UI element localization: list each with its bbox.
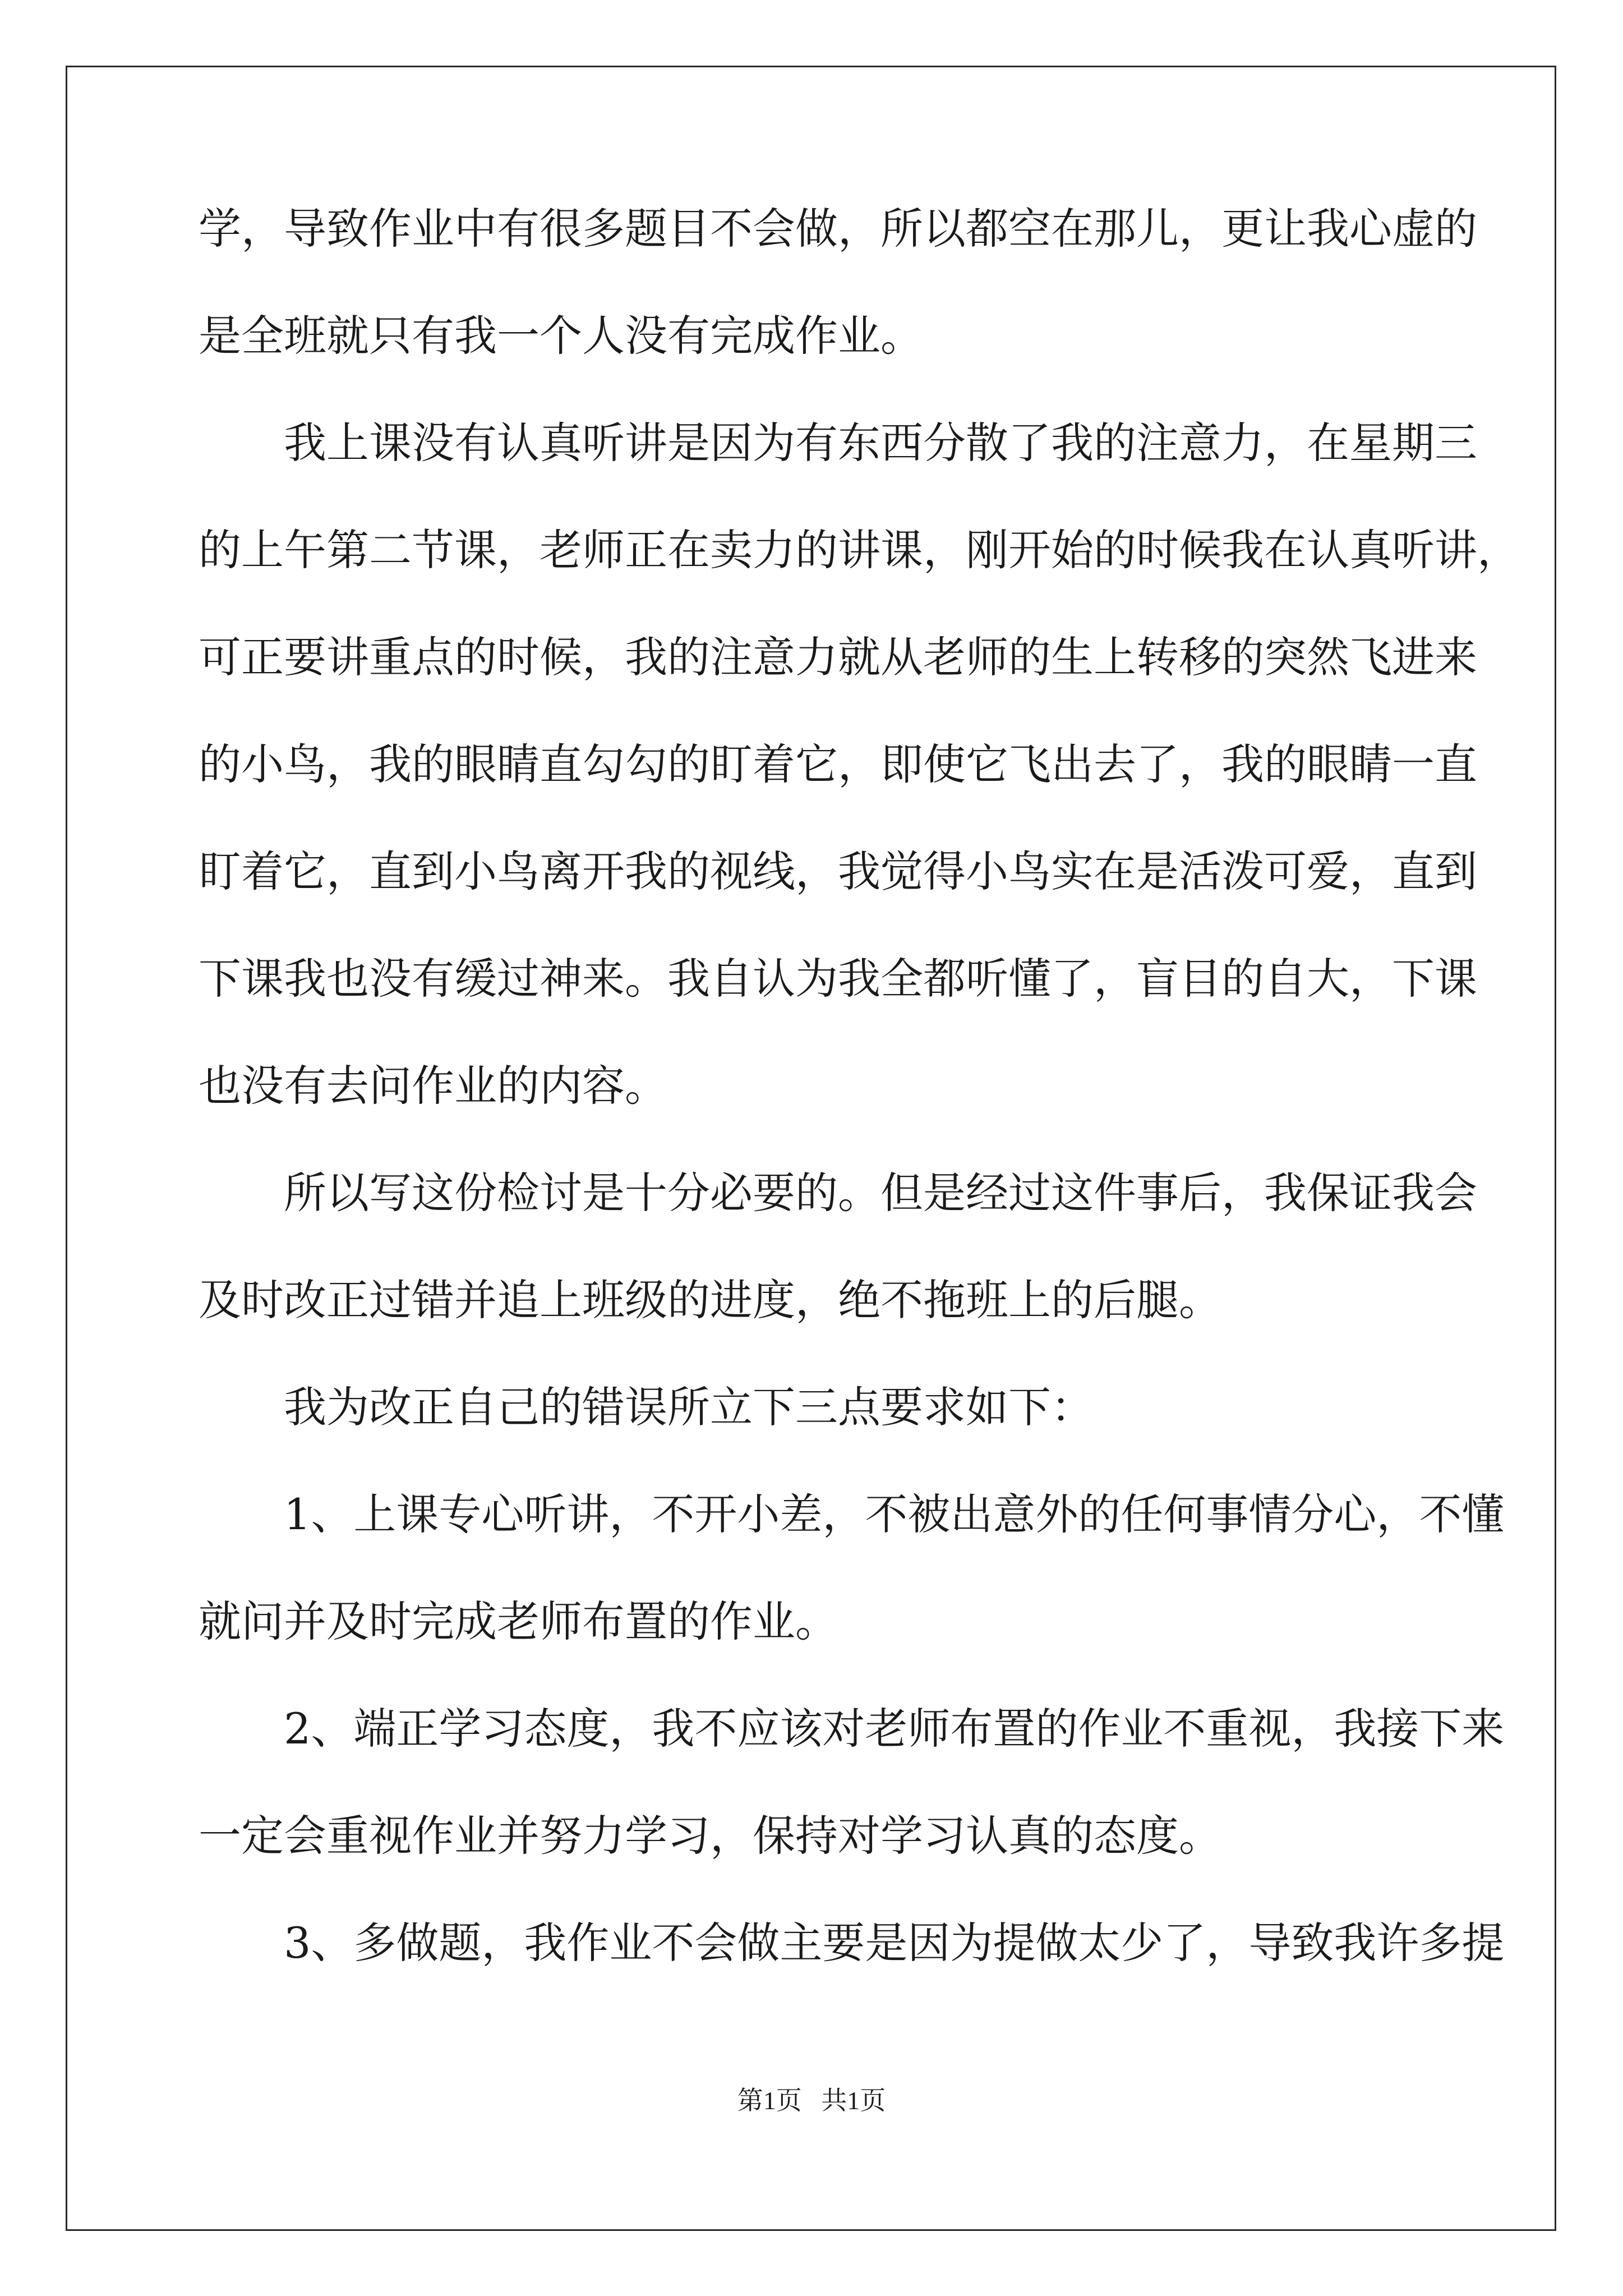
document-body [199, 204, 1520, 2029]
text-line: 3、多做题，我作业不会做主要是因为提做太少了，导致我许多提 [284, 1918, 1505, 1968]
text-line: 盯着它，直到小鸟离开我的视线，我觉得小鸟实在是活泼可爱，直到 [199, 846, 1477, 896]
text-line: 的上午第二节课，老师正在卖力的讲课，刚开始的时候我在认真听讲， [199, 525, 1520, 575]
text-line: 可正要讲重点的时候，我的注意力就从老师的生上转移的突然飞进来 [199, 632, 1477, 682]
text-line: 就问并及时完成老师布置的作业。 [199, 1596, 838, 1646]
text-line: 一定会重视作业并努力学习，保持对学习认真的态度。 [199, 1811, 1221, 1861]
text-line: 及时改正过错并追上班级的进度，绝不拖班上的后腿。 [199, 1275, 1221, 1325]
text-line: 2、端正学习态度，我不应该对老师布置的作业不重视，我接下来 [284, 1704, 1505, 1754]
page-number-footer: 第1页 共1页 [737, 2086, 886, 2115]
text-line: 所以写这份检讨是十分必要的。但是经过这件事后，我保证我会 [284, 1168, 1477, 1218]
text-line: 1、上课专心听讲，不开小差，不被出意外的任何事情分心，不懂 [284, 1489, 1505, 1539]
text-line: 的小鸟，我的眼睛直勾勾的盯着它，即使它飞出去了，我的眼睛一直 [199, 739, 1477, 789]
text-line: 我上课没有认真听讲是因为有东西分散了我的注意力，在星期三 [284, 418, 1477, 468]
text-line: 是全班就只有我一个人没有完成作业。 [199, 311, 923, 361]
text-line: 学，导致作业中有很多题目不会做，所以都空在那儿，更让我心虚的 [199, 204, 1477, 254]
text-line: 下课我也没有缓过神来。我自认为我全都听懂了，盲目的自大，下课 [199, 954, 1477, 1004]
text-line: 也没有去问作业的内容。 [199, 1061, 667, 1111]
text-line: 我为改正自己的错误所立下三点要求如下： [284, 1382, 1094, 1432]
